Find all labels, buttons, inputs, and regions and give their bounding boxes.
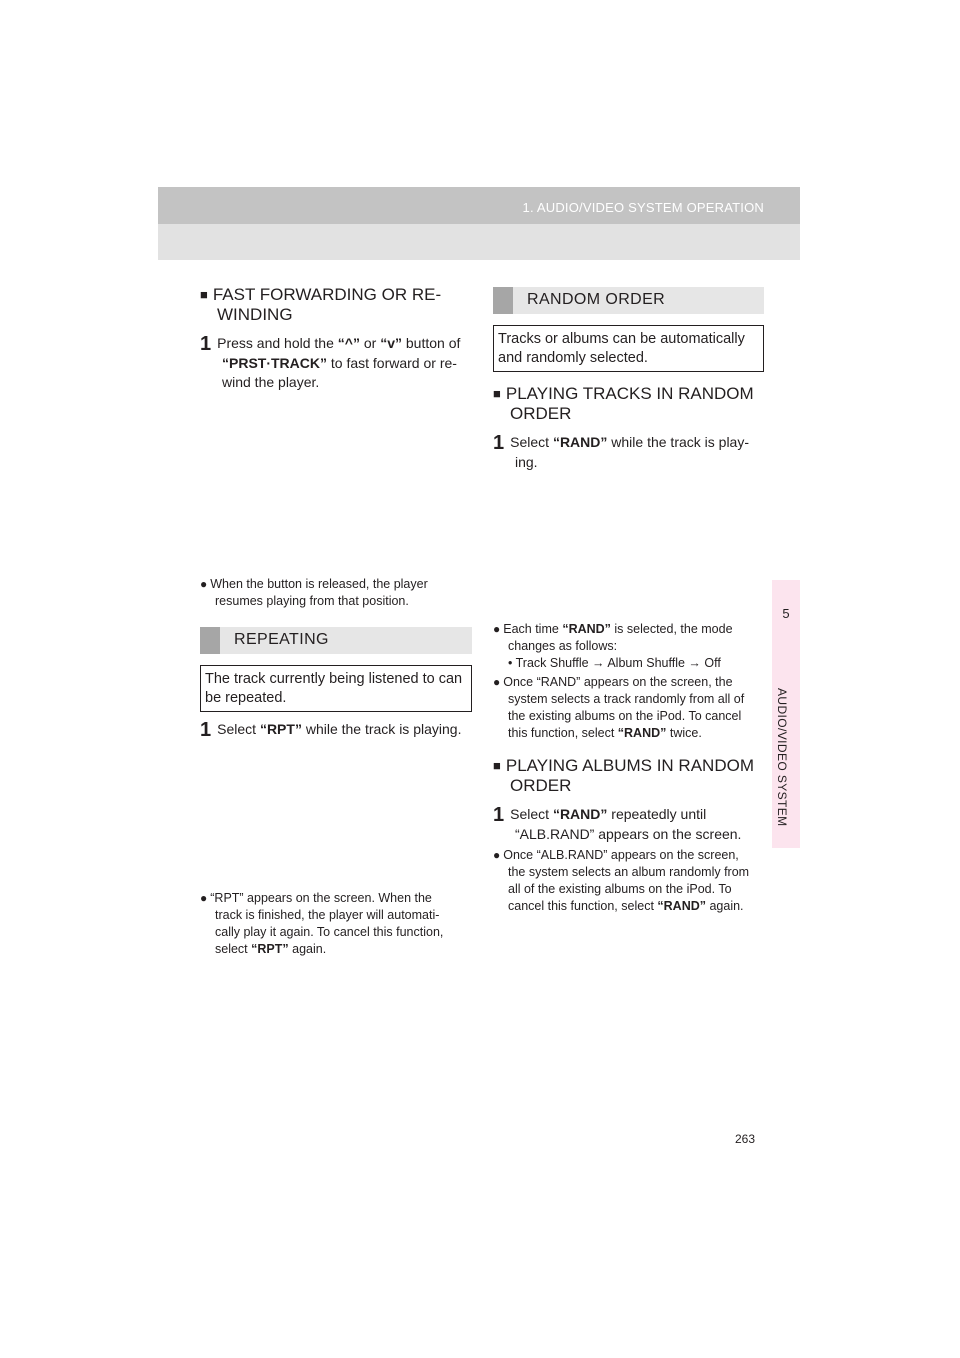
chapter-label: AUDIO/VIDEO SYSTEM — [775, 688, 789, 827]
bullet-dot-icon: ● — [493, 848, 501, 862]
repeating-description-box: The track currently being listened to can be repeated. — [200, 665, 472, 712]
rand-mode-note: ● Each time “RAND” is selected, the mode changes as follows: • Track Shuffle → Album Shuffle → Off ● Once “RAND” appears on the screen, the system selects a track randomly from all of the existing albums on the iPod. To cancel this function, select “RAND” twice. — [493, 622, 745, 740]
section-marker — [200, 627, 220, 654]
albums-random-heading: ■ PLAYING ALBUMS IN RANDOM ORDER — [493, 756, 754, 795]
albums-random-note: ● Once “ALB.RAND” appears on the screen, the system selects an album randomly from all of the existing albums on the iPod. To cancel this function, select “RAND” again. — [493, 848, 750, 913]
header-title: 1. AUDIO/VIDEO SYSTEM OPERATION — [522, 200, 764, 215]
ff-heading: ■ FAST FORWARDING OR RE- WINDING — [200, 285, 442, 324]
repeating-section-header: REPEATING — [200, 627, 472, 654]
chapter-number: 5 — [782, 606, 790, 621]
header-sub-bar — [158, 224, 800, 260]
albums-random-step: 1 Select “RAND” repeatedly until “ALB.RAND” appears on the screen. — [493, 804, 742, 842]
tracks-random-step: 1 Select “RAND” while the track is play- ing. — [493, 432, 749, 470]
page-number: 263 — [735, 1132, 756, 1146]
ff-note: ● When the button is released, the player resumes playing from that position. — [200, 577, 428, 608]
repeat-note: ● “RPT” appears on the screen. When the track is finished, the player will automati- cally play it again. To cancel this function, select “RPT” again. — [200, 891, 444, 956]
repeat-step: 1 Select “RPT” while the track is playing. — [200, 719, 462, 741]
bullet-dot-icon: ● — [200, 577, 208, 591]
square-bullet-icon: ■ — [493, 758, 501, 773]
section-marker — [493, 287, 513, 314]
tracks-random-heading: ■ PLAYING TRACKS IN RANDOM ORDER — [493, 384, 754, 423]
random-section-header: RANDOM ORDER — [493, 287, 764, 314]
bullet-dot-icon: ● — [200, 891, 208, 905]
bullet-dot-icon: ● — [493, 675, 501, 689]
square-bullet-icon: ■ — [493, 386, 501, 401]
bullet-dot-icon: ● — [493, 622, 501, 636]
header-bar — [158, 187, 800, 224]
random-description-box: Tracks or albums can be automatically and randomly selected. — [493, 325, 764, 372]
ff-step: 1 Press and hold the “^” or “v” button of “PRST·TRACK” to fast forward or re- wind the player. — [200, 333, 461, 390]
square-bullet-icon: ■ — [200, 287, 208, 302]
